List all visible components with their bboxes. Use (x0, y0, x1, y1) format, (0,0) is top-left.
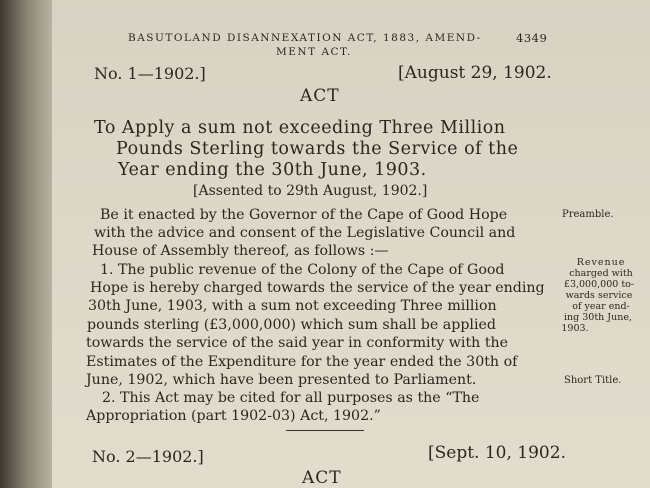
preamble-line3: House of Assembly thereof, as follows :— (92, 243, 389, 259)
preamble-line1: Be it enacted by the Governor of the Cape of Good Hope (100, 207, 508, 223)
margin-note-revenue-2: charged with (569, 268, 633, 279)
section1-line4: pounds sterling (£3,000,000) which sum shall be applied (87, 317, 496, 333)
running-head-line2: MENT ACT. (276, 46, 352, 58)
section2-line2: Appropriation (part 1902-03) Act, 1902.” (86, 408, 381, 424)
preamble-line2: with the advice and consent of the Legislative Council and (94, 225, 516, 241)
section2-line1: 2. This Act may be cited for all purposes as the “The (102, 390, 480, 406)
section1-line6: Estimates of the Expenditure for the year ended the 30th of (86, 354, 518, 370)
running-head-line1: BASUTOLAND DISANNEXATION ACT, 1883, AMEND- (128, 32, 482, 44)
section1-line2: Hope is hereby charged towards the service of the year ending (90, 280, 545, 296)
margin-note-revenue-4: wards service (565, 290, 633, 301)
act1-long-title-line2: Pounds Sterling towards the Service of the (116, 139, 519, 159)
margin-note-short-title: Short Title. (564, 375, 622, 386)
act1-date: [August 29, 1902. (398, 63, 552, 83)
section1-line5: towards the service of the said year in conformity with the (86, 335, 509, 351)
margin-note-revenue-3: £3,000,000 to- (563, 279, 635, 290)
page-number: 4349 (516, 31, 548, 45)
margin-note-revenue-5: of year end- (572, 301, 630, 312)
act1-long-title-line1: To Apply a sum not exceeding Three Million (94, 118, 506, 138)
act1-assent: [Assented to 29th August, 1902.] (193, 183, 428, 199)
section1-line1: 1. The public revenue of the Colony of the Cape of Good (100, 262, 505, 278)
margin-note-revenue-6: ing 30th June, (564, 312, 632, 323)
book-gutter (0, 0, 60, 488)
margin-note-revenue-1: Revenue (576, 257, 626, 268)
act1-long-title-line3: Year ending the 30th June, 1903. (118, 160, 427, 180)
section1-line7: June, 1902, which have been presented to Parliament. (86, 372, 477, 388)
margin-note-revenue-7: 1903. (561, 323, 589, 334)
act2-number: No. 2—1902.] (92, 447, 204, 466)
section-divider (286, 430, 364, 431)
act1-number: No. 1—1902.] (94, 64, 206, 83)
act2-heading: ACT (302, 468, 342, 488)
act2-date: [Sept. 10, 1902. (428, 443, 566, 463)
section1-line3: 30th June, 1903, with a sum not exceeding Three million (88, 298, 497, 314)
margin-note-preamble: Preamble. (562, 209, 614, 220)
act1-heading: ACT (300, 86, 340, 106)
